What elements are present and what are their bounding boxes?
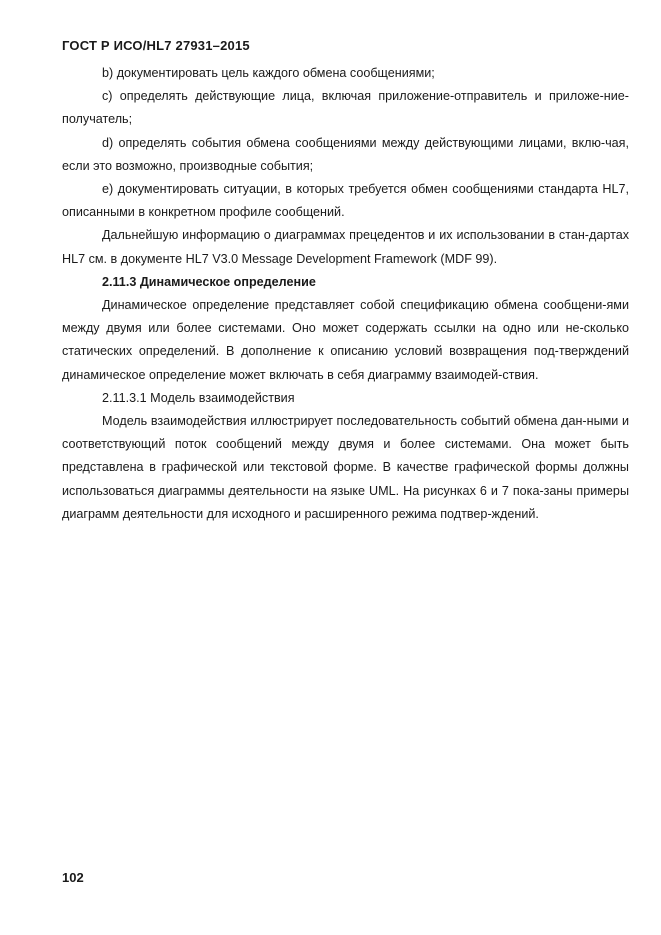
paragraph-interaction-model: Модель взаимодействия иллюстрирует последовательность событий обмена дан-ными и соответствующий поток сообщений между двумя и более системами. Она может быть представлена в графической или текстовой форме. В качестве графической формы должны использоваться диаграммы деятельности на языке UML. На рисунках 6 и 7 пока-заны примеры диаграмм деятельности для исходного и расширенного режима подтвер-ждений. (62, 414, 629, 521)
paragraph-further-info: Дальнейшую информацию о диаграммах прецедентов и их использовании в стан-дартах HL7 см. в документе HL7 V3.0 Message Development Framework (MDF 99). (62, 228, 629, 266)
document-header: ГОСТ Р ИСО/HL7 27931–2015 (62, 38, 250, 53)
subsection-heading-interaction-model: 2.11.3.1 Модель взаимодействия (102, 390, 295, 405)
paragraph-dynamic-definition: Динамическое определение представляет собой спецификацию обмена сообщени-ями между двумя или более системами. Оно может содержать ссылки на одно или не-сколько статических определений. В дополнение к описанию условий возвращения под-тверждений динамическое определение может включать в себя диаграмму взаимодей-ствия. (62, 298, 629, 382)
section-heading-dynamic-definition: 2.11.3 Динамическое определение (102, 274, 316, 289)
page-number: 102 (62, 870, 84, 885)
list-item-b: b) документировать цель каждого обмена сообщениями; (102, 66, 435, 80)
list-item-d: d) определять события обмена сообщениями между действующими лицами, вклю-чая, если это возможно, производные события; (62, 135, 629, 173)
document-body (62, 62, 629, 526)
list-item-c: с) определять действующие лица, включая приложение-отправитель и приложе-ние-получатель; (62, 89, 629, 127)
list-item-e: е) документировать ситуации, в которых требуется обмен сообщениями стандарта HL7, описанными в конкретном профиле сообщений. (62, 182, 629, 220)
